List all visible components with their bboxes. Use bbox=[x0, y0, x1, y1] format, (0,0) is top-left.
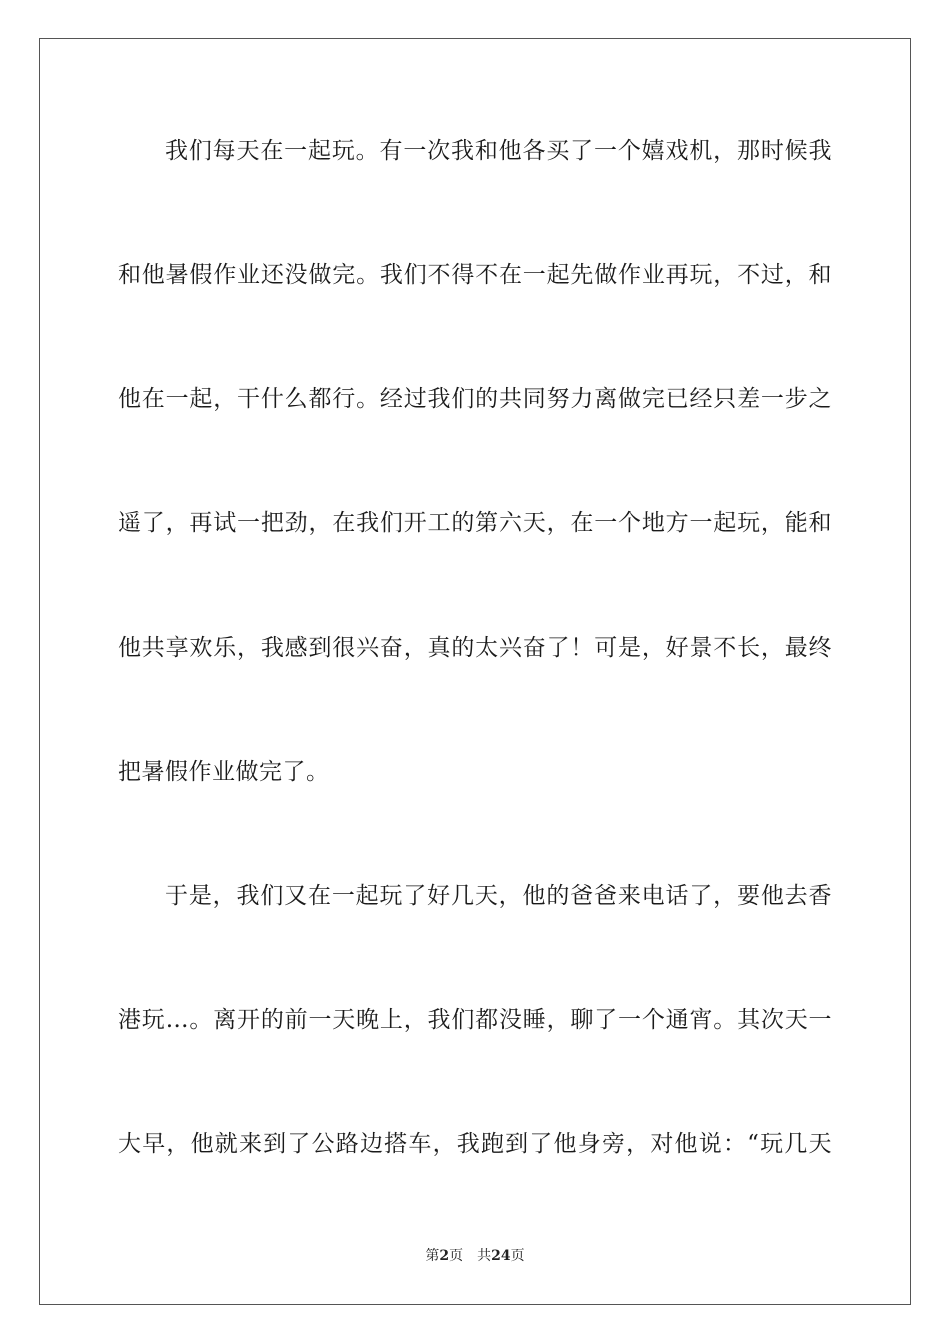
paragraph-1-line-6: 把暑假作业做完了。 bbox=[118, 759, 330, 785]
paragraph-1-line-5: 他共享欢乐，我感到很兴奋，真的太兴奋了！可是，好景不长，最终 bbox=[118, 635, 832, 661]
paragraph-1-line-3: 他在一起，干什么都行。经过我们的共同努力离做完已经只差一步之 bbox=[118, 386, 832, 412]
page-number: 2 bbox=[439, 1248, 450, 1264]
page-frame bbox=[39, 38, 911, 1305]
page-prefix: 第 bbox=[425, 1248, 440, 1264]
total-prefix: 共 bbox=[477, 1248, 492, 1264]
total-pages: 24 bbox=[491, 1248, 511, 1264]
paragraph-2-line-2: 港玩…。离开的前一天晚上，我们都没睡，聊了一个通宵。其次天一 bbox=[118, 1007, 832, 1033]
paragraph-1-line-4: 遥了，再试一把劲，在我们开工的第六天，在一个地方一起玩，能和 bbox=[118, 510, 832, 536]
paragraph-1-line-1: 我们每天在一起玩。有一次我和他各买了一个嬉戏机，那时候我 bbox=[165, 138, 832, 164]
paragraph-2-line-1: 于是，我们又在一起玩了好几天，他的爸爸来电话了，要他去香 bbox=[165, 883, 832, 909]
page-footer bbox=[0, 1247, 950, 1265]
paragraph-2-line-3: 大早，他就来到了公路边搭车，我跑到了他身旁，对他说：“玩几天 bbox=[118, 1131, 832, 1157]
page-suffix: 页 bbox=[449, 1248, 464, 1264]
total-suffix: 页 bbox=[510, 1248, 525, 1264]
paragraph-1-line-2: 和他暑假作业还没做完。我们不得不在一起先做作业再玩，不过，和 bbox=[118, 262, 832, 288]
